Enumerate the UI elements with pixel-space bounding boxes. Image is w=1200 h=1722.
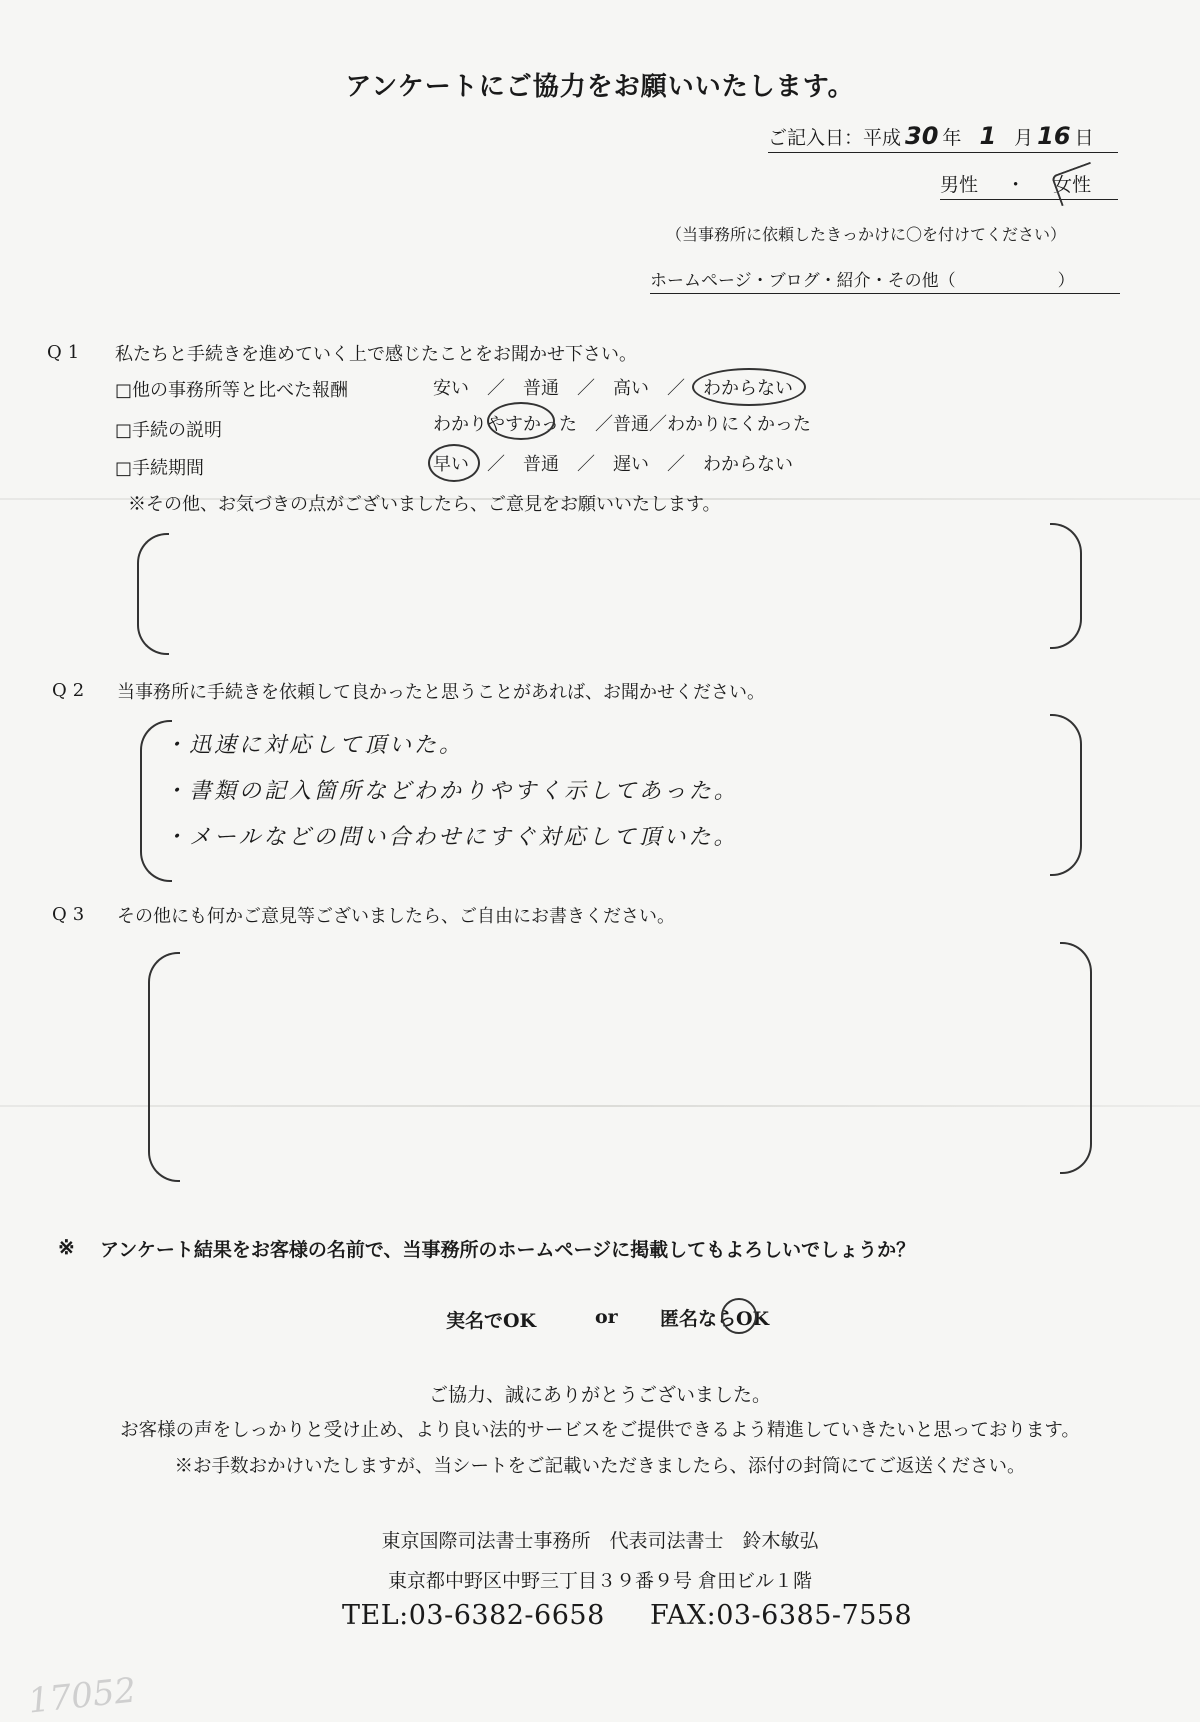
date-year: 30 bbox=[905, 122, 939, 150]
answer-circle-mark bbox=[721, 1298, 757, 1334]
q1-row-options: 早い ／ 普通 ／ 遅い ／ わからない bbox=[433, 454, 793, 475]
trigger-note: （当事務所に依頼したきっかけに〇を付けてください） bbox=[666, 225, 1067, 244]
date-field bbox=[768, 122, 1118, 153]
publish-option-real: 実名でOK bbox=[446, 1310, 537, 1332]
q1-row-label: □手続の説明 bbox=[115, 420, 223, 441]
faint-stamp-number: 17052 bbox=[26, 1670, 138, 1722]
q2-answer-line: ・メールなどの問い合わせにすぐ対応して頂いた。 bbox=[164, 825, 739, 850]
q3-question: その他にも何かご意見等ございましたら、ご自由にお書きください。 bbox=[117, 906, 675, 927]
date-prefix: ご記入日：平成 bbox=[768, 127, 902, 149]
q1-row-label: □他の事務所等と比べた報酬 bbox=[115, 380, 349, 401]
q2-answer-line: ・書類の記入箇所などわかりやすく示してあった。 bbox=[164, 779, 739, 804]
office-tel: TEL:03-6382-6658 bbox=[342, 1600, 605, 1631]
answer-circle-mark bbox=[428, 444, 480, 482]
paper-fold-line bbox=[0, 1105, 1200, 1107]
closing-message: お客様の声をしっかりと受け止め、より良い法的サービスをご提供できるよう精進していきたいと思っております。 bbox=[120, 1420, 1080, 1441]
date-month: 1 bbox=[979, 122, 997, 150]
q1-row-options: わかりやすかった ／普通／わかりにくかった bbox=[433, 414, 811, 435]
q3-right-bracket bbox=[1060, 942, 1092, 1174]
office-name: 東京国際司法書士事務所 代表司法書士 鈴木敏弘 bbox=[381, 1530, 819, 1552]
q2-right-bracket bbox=[1050, 714, 1082, 876]
q1-row-options: 安い ／ 普通 ／ 高い ／ わからない bbox=[433, 378, 793, 399]
q2-answer-line: ・迅速に対応して頂いた。 bbox=[164, 733, 465, 758]
q1-note: ※その他、お気づきの点がございましたら、ご意見をお願いいたします。 bbox=[128, 494, 721, 515]
date-month-unit: 月 bbox=[1014, 127, 1034, 149]
q1-row-label: □手続期間 bbox=[115, 458, 205, 479]
q2-number: Q2 bbox=[52, 680, 91, 701]
gender-separator: ・ bbox=[1006, 174, 1026, 196]
gender-female-wrap bbox=[1053, 174, 1091, 196]
closing-thanks: ご協力、誠にありがとうございました。 bbox=[428, 1384, 771, 1406]
answer-circle-mark bbox=[487, 402, 555, 440]
gender-male: 男性 bbox=[940, 174, 979, 196]
trigger-options: ホームページ・ブログ・紹介・その他（ ） bbox=[650, 266, 1120, 294]
publish-question: アンケート結果をお客様の名前で、当事務所のホームページに掲載してもよろしいでしょうか？ bbox=[100, 1239, 916, 1261]
answer-circle-mark bbox=[692, 368, 806, 406]
q1-right-bracket bbox=[1050, 523, 1082, 649]
publish-mark: ※ bbox=[58, 1235, 75, 1259]
date-day-unit: 日 bbox=[1074, 127, 1094, 149]
q1-question: 私たちと手続きを進めていく上で感じたことをお聞かせ下さい。 bbox=[115, 344, 637, 365]
q1-left-bracket bbox=[137, 533, 169, 655]
q2-question: 当事務所に手続きを依頼して良かったと思うことがあれば、お聞かせください。 bbox=[117, 682, 765, 703]
office-fax: FAX:03-6385-7558 bbox=[650, 1600, 913, 1631]
date-day: 16 bbox=[1037, 122, 1071, 150]
q3-number: Q3 bbox=[52, 904, 91, 925]
gender-field bbox=[940, 170, 1118, 200]
check-mark-icon bbox=[1051, 162, 1101, 206]
page-title: アンケートにご協力をお願いいたします。 bbox=[345, 72, 855, 102]
publish-option-anon: 匿名ならOK bbox=[660, 1308, 770, 1330]
q3-left-bracket bbox=[148, 952, 180, 1182]
date-year-unit: 年 bbox=[942, 127, 962, 149]
closing-return-note: ※お手数おかけいたしますが、当シートをご記載いただきましたら、添付の封筒にてご返送ください。 bbox=[174, 1456, 1026, 1477]
publish-or: or bbox=[595, 1306, 618, 1328]
gender-female: 女性 bbox=[1053, 174, 1092, 196]
office-address: 東京都中野区中野三丁目３９番９号 倉田ビル１階 bbox=[387, 1570, 813, 1592]
q1-number: Q1 bbox=[47, 342, 86, 363]
